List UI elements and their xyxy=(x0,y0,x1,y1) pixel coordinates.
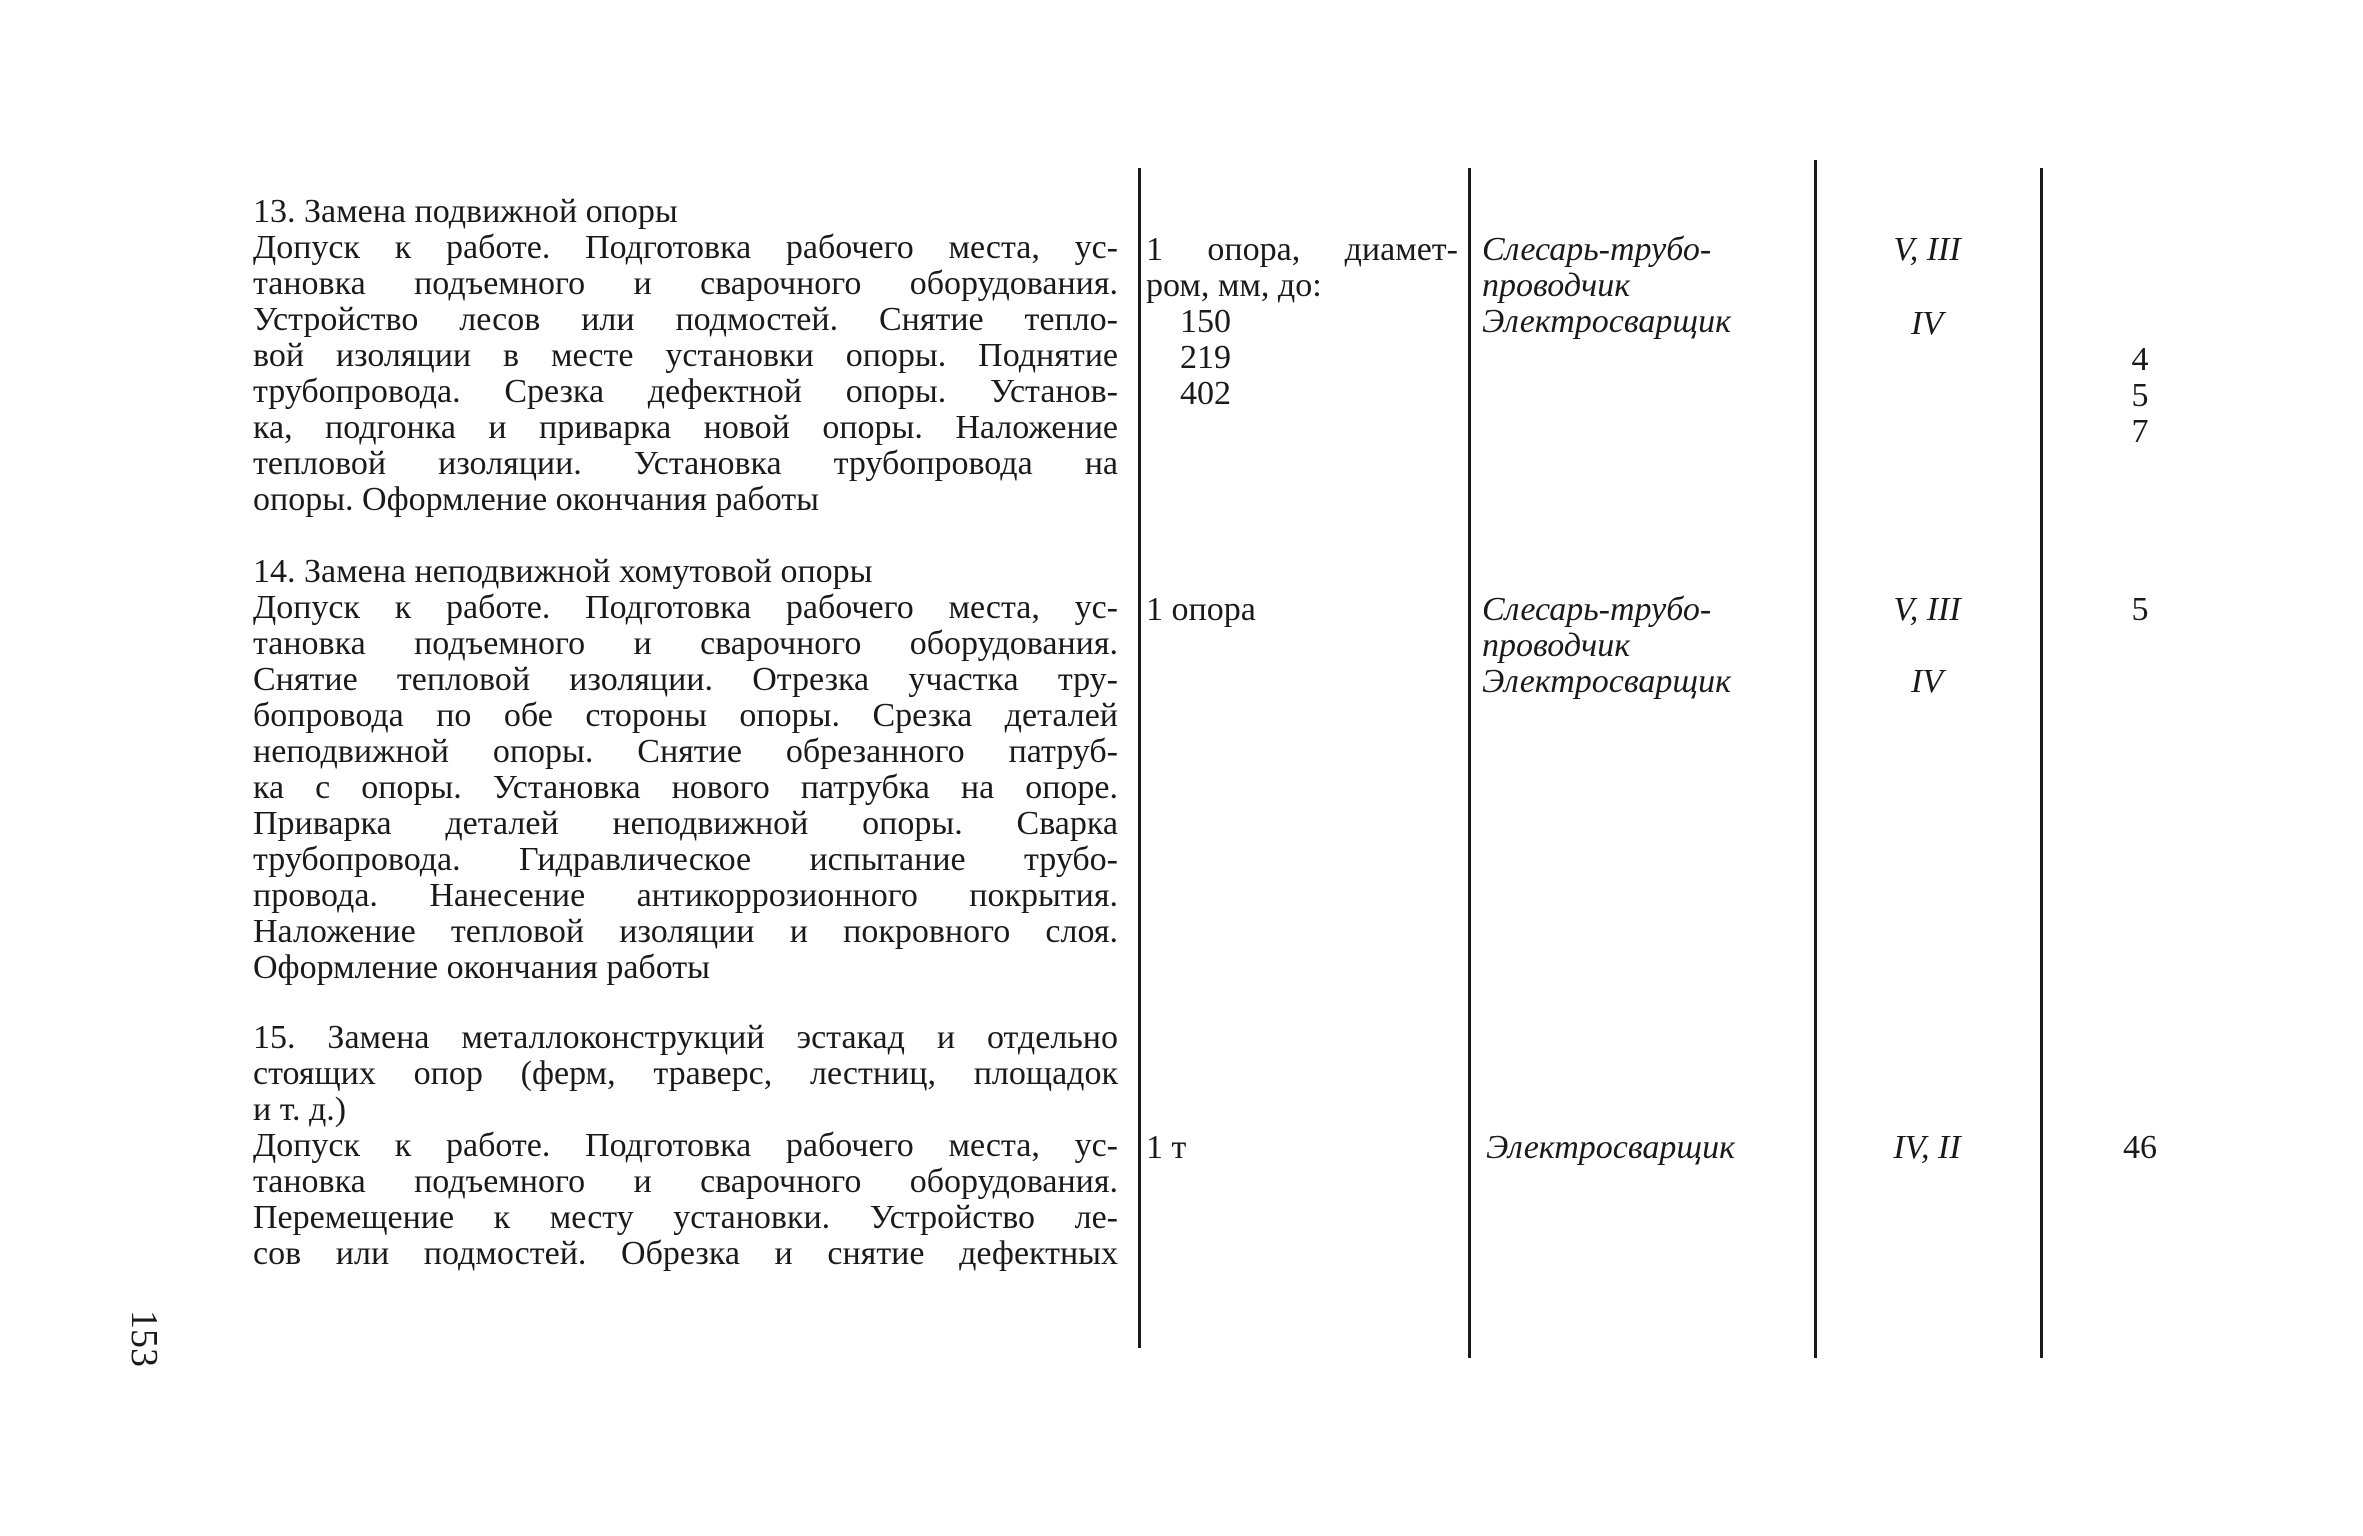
description-line: тановка подъемного и сварочного оборудования. xyxy=(253,625,1118,662)
row-title: 13. Замена подвижной опоры xyxy=(253,193,678,230)
description-line: ка, подгонка и приварка новой опоры. Наложение xyxy=(253,409,1118,446)
unit-line: 402 xyxy=(1180,375,1231,412)
norm-value: 5 xyxy=(2131,377,2149,414)
norm-value: 46 xyxy=(2123,1129,2157,1166)
description-line: Перемещение к месту установки. Устройство ле- xyxy=(253,1199,1118,1236)
description-line: Оформление окончания работы xyxy=(253,949,710,986)
norm-value: 5 xyxy=(2131,591,2149,628)
description-line: Допуск к работе. Подготовка рабочего места, ус- xyxy=(253,589,1118,626)
description-line: тановка подъемного и сварочного оборудования. xyxy=(253,1163,1118,1200)
description-line: Наложение тепловой изоляции и покровного слоя. xyxy=(253,913,1118,950)
occupation-line: Слесарь-трубо- xyxy=(1482,231,1712,268)
description-line: ка с опоры. Установка нового патрубка на опоре. xyxy=(253,769,1118,806)
unit-line: 1 опора, диамет- xyxy=(1146,231,1458,268)
unit-line: ром, мм, до: xyxy=(1146,267,1322,304)
description-line: тановка подъемного и сварочного оборудования. xyxy=(253,265,1118,302)
unit-line: 150 xyxy=(1180,303,1231,340)
occupation-line: Электросварщик xyxy=(1482,663,1731,700)
description-line: Устройство лесов или подмостей. Снятие тепло- xyxy=(253,301,1118,338)
description-line: сов или подмостей. Обрезка и снятие дефектных xyxy=(253,1235,1118,1272)
description-line: тепловой изоляции. Установка трубопровода на xyxy=(253,445,1118,482)
occupation-line: Электросварщик xyxy=(1482,303,1731,340)
column-rule-4 xyxy=(2040,168,2043,1358)
grade: IV, II xyxy=(1893,1129,1961,1166)
grade: IV xyxy=(1910,305,1944,342)
unit-line: 219 xyxy=(1180,339,1231,376)
description-line: вой изоляции в месте установки опоры. Поднятие xyxy=(253,337,1118,374)
description-line: трубопровода. Гидравлическое испытание трубо- xyxy=(253,841,1118,878)
description-line: неподвижной опоры. Снятие обрезанного патруб- xyxy=(253,733,1118,770)
row-title: и т. д.) xyxy=(253,1091,347,1128)
description-line: опоры. Оформление окончания работы xyxy=(253,481,820,518)
column-rule-2 xyxy=(1468,168,1471,1358)
norm-value: 4 xyxy=(2131,341,2149,378)
page-number: 153 xyxy=(123,1310,165,1367)
description-line: Допуск к работе. Подготовка рабочего места, ус- xyxy=(253,229,1118,266)
description-line: Снятие тепловой изоляции. Отрезка участка тру- xyxy=(253,661,1118,698)
unit-line: 1 т xyxy=(1146,1129,1187,1166)
occupation-line: проводчик xyxy=(1482,627,1631,664)
description-line: Приварка деталей неподвижной опоры. Сварка xyxy=(253,805,1118,842)
grade: V, III xyxy=(1893,591,1961,628)
row-title: 14. Замена неподвижной хомутовой опоры xyxy=(253,553,873,590)
description-line: Допуск к работе. Подготовка рабочего места, ус- xyxy=(253,1127,1118,1164)
column-rule-1 xyxy=(1138,168,1141,1348)
occupation-line: Слесарь-трубо- xyxy=(1482,591,1712,628)
description-line: бопровода по обе стороны опоры. Срезка деталей xyxy=(253,697,1118,734)
grade: IV xyxy=(1910,663,1944,700)
occupation-line: проводчик xyxy=(1482,267,1631,304)
description-line: провода. Нанесение антикоррозионного покрытия. xyxy=(253,877,1118,914)
row-title: стоящих опор (ферм, траверс, лестниц, площадок xyxy=(253,1055,1118,1092)
row-title: 15. Замена металлоконструкций эстакад и отдельно xyxy=(253,1019,1118,1056)
description-line: трубопровода. Срезка дефектной опоры. Установ- xyxy=(253,373,1118,410)
grade: V, III xyxy=(1893,231,1961,268)
unit-line: 1 опора xyxy=(1146,591,1256,628)
occupation-line: Электросварщик xyxy=(1486,1129,1735,1166)
norm-value: 7 xyxy=(2131,413,2149,450)
